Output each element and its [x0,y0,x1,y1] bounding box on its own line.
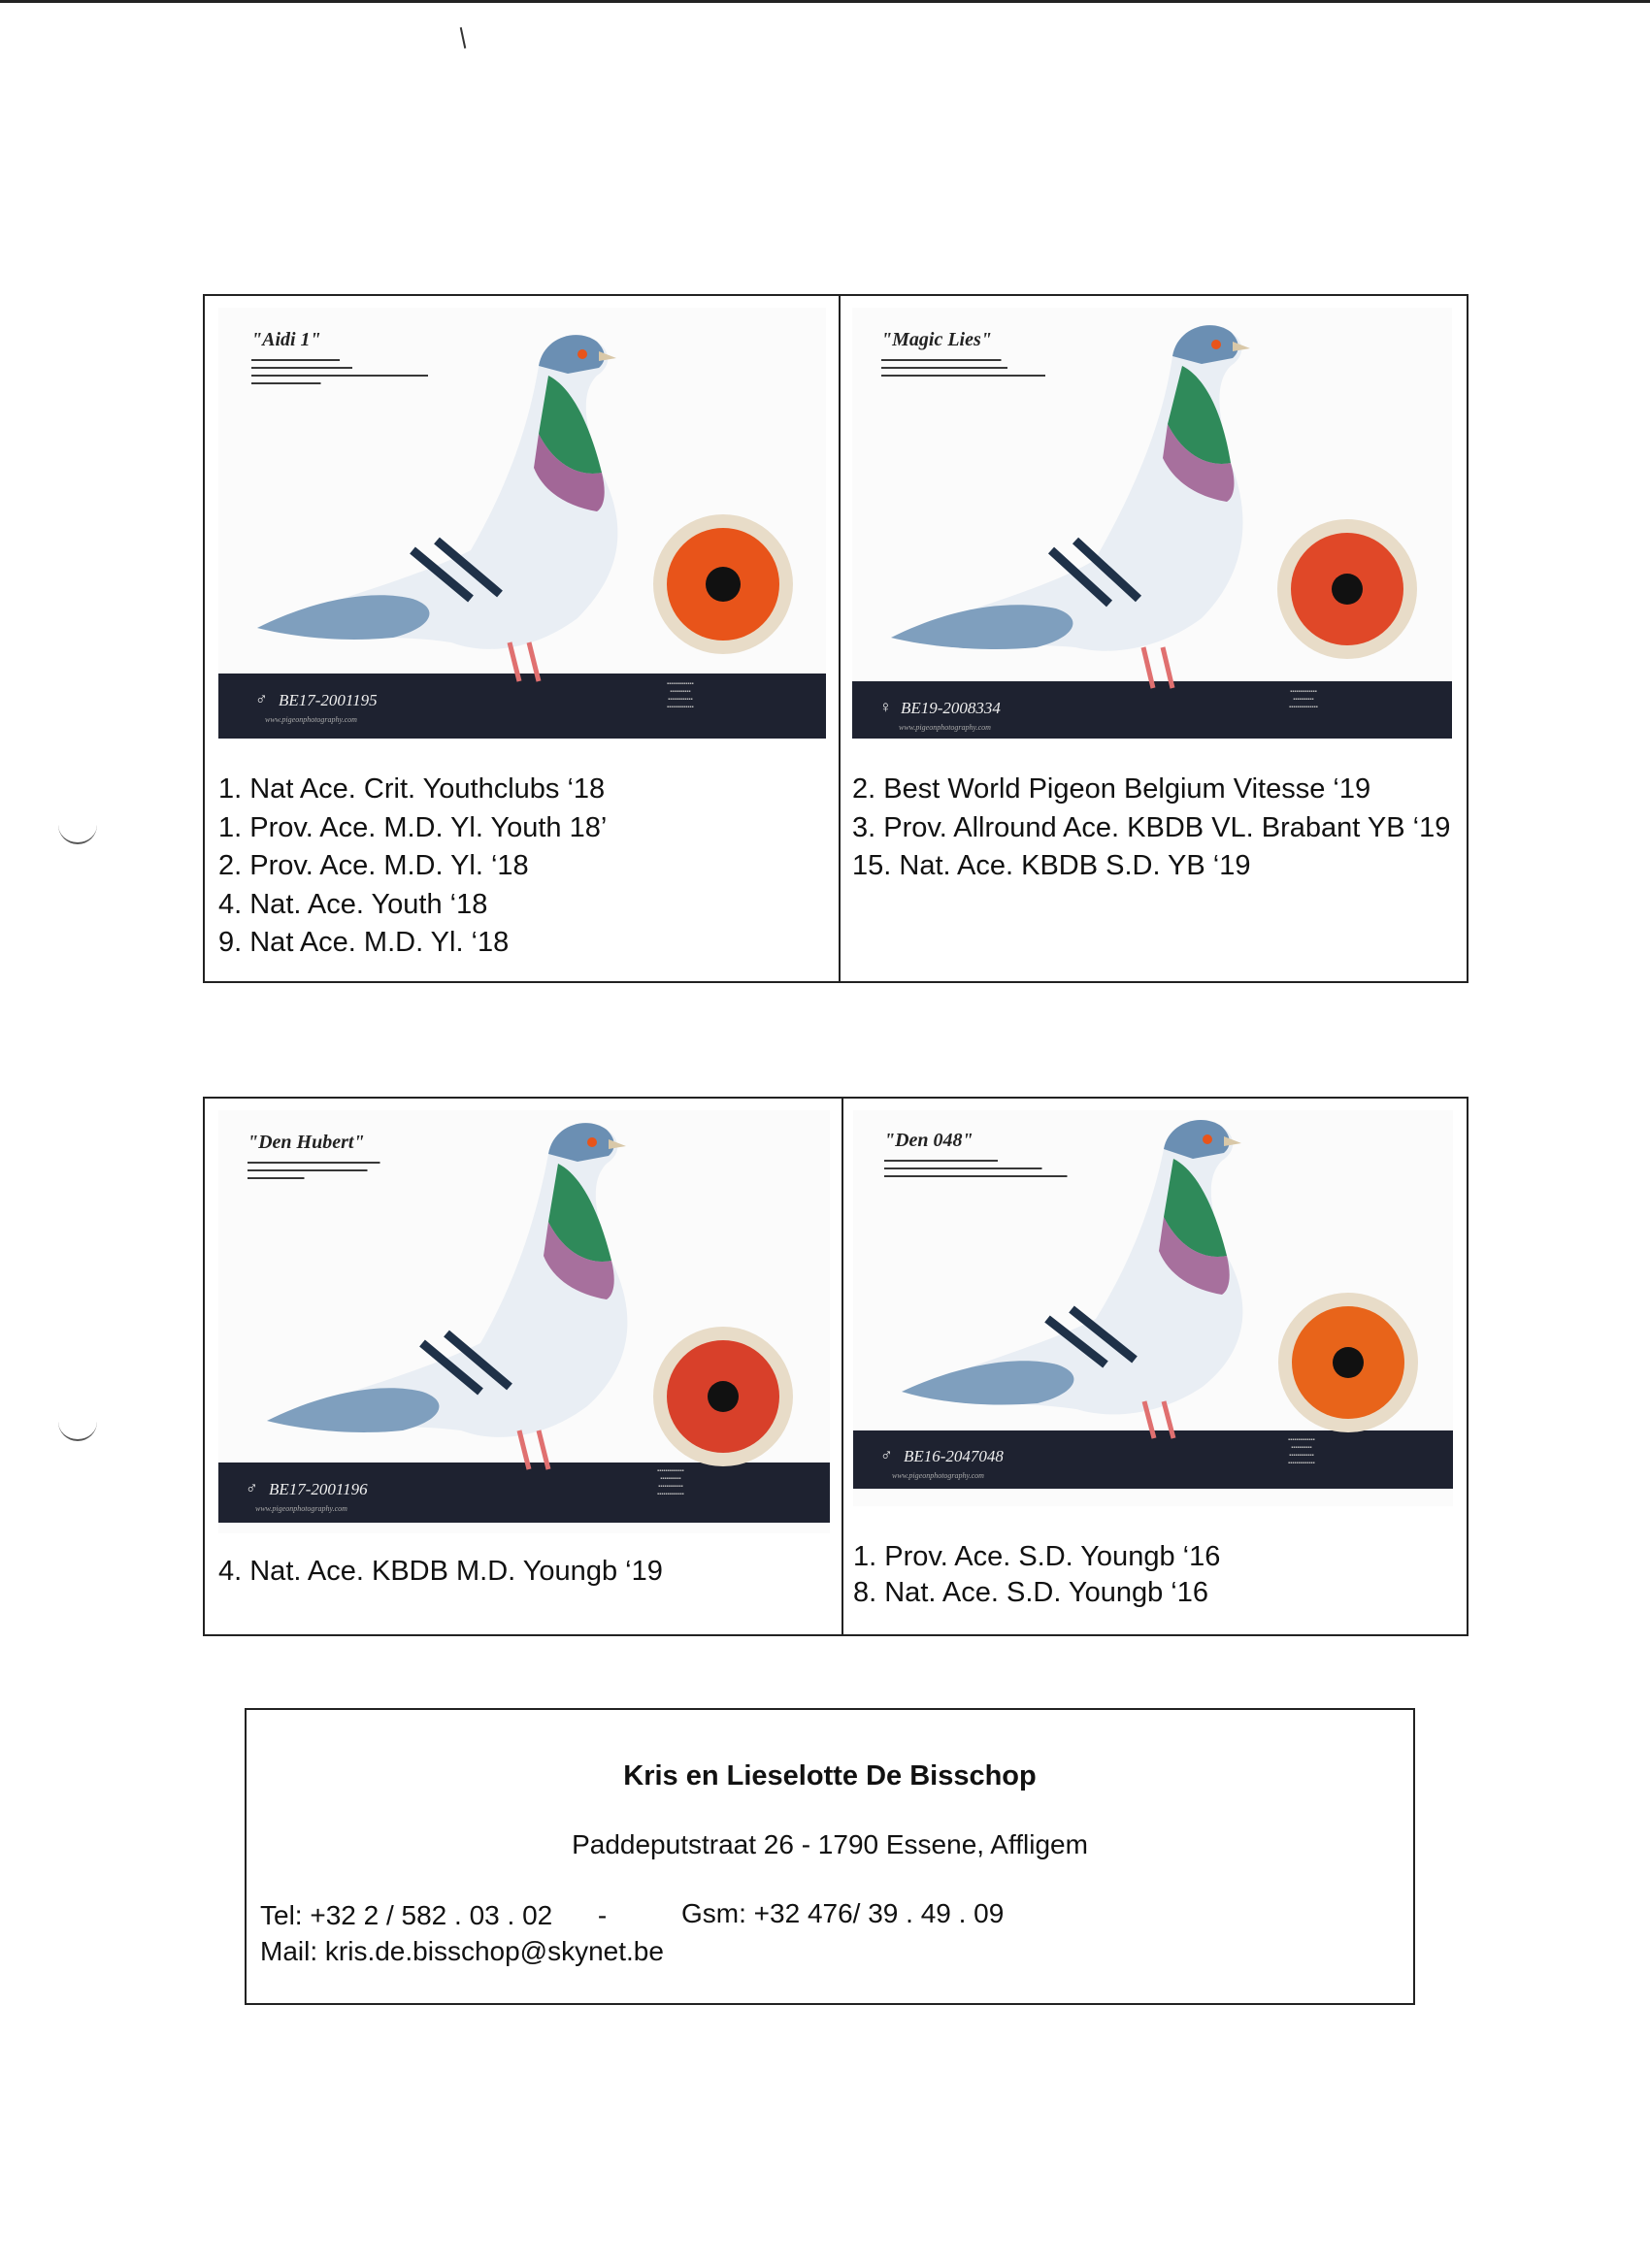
result-line: 4. Nat. Ace. Youth ‘18 [218,888,488,920]
result-line: 8. Nat. Ace. S.D. Youngb ‘16 [853,1577,1208,1608]
telephone: Tel: +32 2 / 582 . 03 . 02 - [260,1900,608,1930]
pigeon-name: "Den 048" [884,1130,974,1151]
sex-symbol: ♂ [880,1446,893,1464]
breeder-contact-fineprint: ▪▪▪▪▪▪▪▪▪▪▪▪▪ ▪▪▪▪▪▪▪▪▪▪ ▪▪▪▪▪▪▪▪▪▪▪▪ ▪▪▪▪▪▪▪▪▪▪▪▪▪ [667,681,694,710]
photographer-website: www.pigeonphotography.com [265,715,357,724]
pigeon-card [841,296,1465,981]
pigeon-grid-bottom [203,1097,1468,1636]
ring-number: BE16-2047048 [904,1447,1004,1465]
photographer-website: www.pigeonphotography.com [899,723,991,732]
pigeon-photo [218,1110,830,1533]
result-line: 15. Nat. Ace. KBDB S.D. YB ‘19 [852,850,1251,881]
photographer-website: www.pigeonphotography.com [255,1504,347,1513]
result-line: 2. Best World Pigeon Belgium Vitesse ‘19 [852,773,1371,805]
breeder-contact-fineprint: ▪▪▪▪▪▪▪▪▪▪▪▪▪ ▪▪▪▪▪▪▪▪▪▪ ▪▪▪▪▪▪▪▪▪▪▪▪ ▪▪▪▪▪▪▪▪▪▪▪▪▪ [1288,1437,1315,1466]
ring-number: BE19-2008334 [901,699,1001,717]
photographer-website: www.pigeonphotography.com [892,1471,984,1480]
pigeon-photo [218,308,826,739]
results-list [853,1539,1220,1611]
result-line: 4. Nat. Ace. KBDB M.D. Youngb ‘19 [218,1556,663,1587]
pigeon-description-fineprint: ▬▬▬▬▬▬▬▬▬▬▬▬▬▬▬▬▬▬ ▬▬▬▬▬▬▬▬▬▬▬▬▬▬▬▬▬▬▬▬▬▬▬▬▬ ▬▬▬▬▬▬▬▬▬▬▬▬▬▬▬▬▬▬▬▬▬▬▬▬▬▬▬▬▬ [884,1157,1068,1179]
contact-box [245,1708,1415,2005]
result-line: 1. Nat Ace. Crit. Youthclubs ‘18 [218,773,606,805]
results-list [218,1553,663,1592]
pigeon-description-fineprint: ▬▬▬▬▬▬▬▬▬▬▬▬▬▬▬▬▬▬▬▬▬ ▬▬▬▬▬▬▬▬▬▬▬▬▬▬▬▬▬▬▬ ▬▬▬▬▬▬▬▬▬ [248,1159,380,1181]
pigeon-description-fineprint: ▬▬▬▬▬▬▬▬▬▬▬▬▬▬▬▬▬▬▬ ▬▬▬▬▬▬▬▬▬▬▬▬▬▬▬▬▬▬▬▬ ▬▬▬▬▬▬▬▬▬▬▬▬▬▬▬▬▬▬▬▬▬▬▬▬▬▬ [881,356,1045,378]
punch-hole-mark [58,1422,97,1441]
pigeon-card [843,1099,1465,1634]
pigeon-name: "Den Hubert" [248,1132,365,1153]
email: Mail: kris.de.bisschop@skynet.be [260,1936,664,1966]
breeder-contact-fineprint: ▪▪▪▪▪▪▪▪▪▪▪▪▪ ▪▪▪▪▪▪▪▪▪▪ ▪▪▪▪▪▪▪▪▪▪▪▪▪▪ [1289,689,1318,710]
pigeon-name: "Aidi 1" [251,329,321,350]
pigeon-card [205,1099,842,1634]
result-line: 1. Prov. Ace. M.D. Yl. Youth 18’ [218,811,608,843]
pigeon-card [205,296,839,981]
breeder-contact-fineprint: ▪▪▪▪▪▪▪▪▪▪▪▪▪ ▪▪▪▪▪▪▪▪▪▪ ▪▪▪▪▪▪▪▪▪▪▪▪ ▪▪▪▪▪▪▪▪▪▪▪▪▪ [657,1468,684,1497]
pigeon-grid-top [203,294,1468,983]
ring-number: BE17-2001195 [279,691,378,709]
result-line: 9. Nat Ace. M.D. Yl. ‘18 [218,927,510,958]
results-list [852,771,1450,886]
mobile-phone: Gsm: +32 476/ 39 . 49 . 09 [681,1898,1005,1928]
scan-top-edge [0,0,1650,3]
pigeon-description-fineprint: ▬▬▬▬▬▬▬▬▬▬▬▬▬▬ ▬▬▬▬▬▬▬▬▬▬▬▬▬▬▬▬ ▬▬▬▬▬▬▬▬▬▬▬▬▬▬▬▬▬▬▬▬▬▬▬▬▬▬▬▬ ▬▬▬▬▬▬▬▬▬▬▬ [251,356,428,386]
result-line: 1. Prov. Ace. S.D. Youngb ‘16 [853,1541,1221,1572]
ring-number: BE17-2001196 [269,1480,368,1498]
sex-symbol: ♀ [879,698,892,716]
breeder-address: Paddeputstraat 26 - 1790 Essene, Affligem [572,1829,1088,1859]
result-line: 2. Prov. Ace. M.D. Yl. ‘18 [218,850,529,881]
sex-symbol: ♂ [255,690,268,708]
breeder-name: Kris en Lieselotte De Bisschop [623,1760,1037,1791]
results-list [218,771,607,963]
result-line: 3. Prov. Allround Ace. KBDB VL. Brabant YB ‘19 [852,811,1451,843]
pigeon-name: "Magic Lies" [881,329,992,350]
pigeon-photo [852,308,1452,739]
sex-symbol: ♂ [246,1479,258,1497]
punch-hole-mark [58,825,97,844]
scan-mark [460,27,467,49]
pigeon-photo [853,1110,1453,1506]
